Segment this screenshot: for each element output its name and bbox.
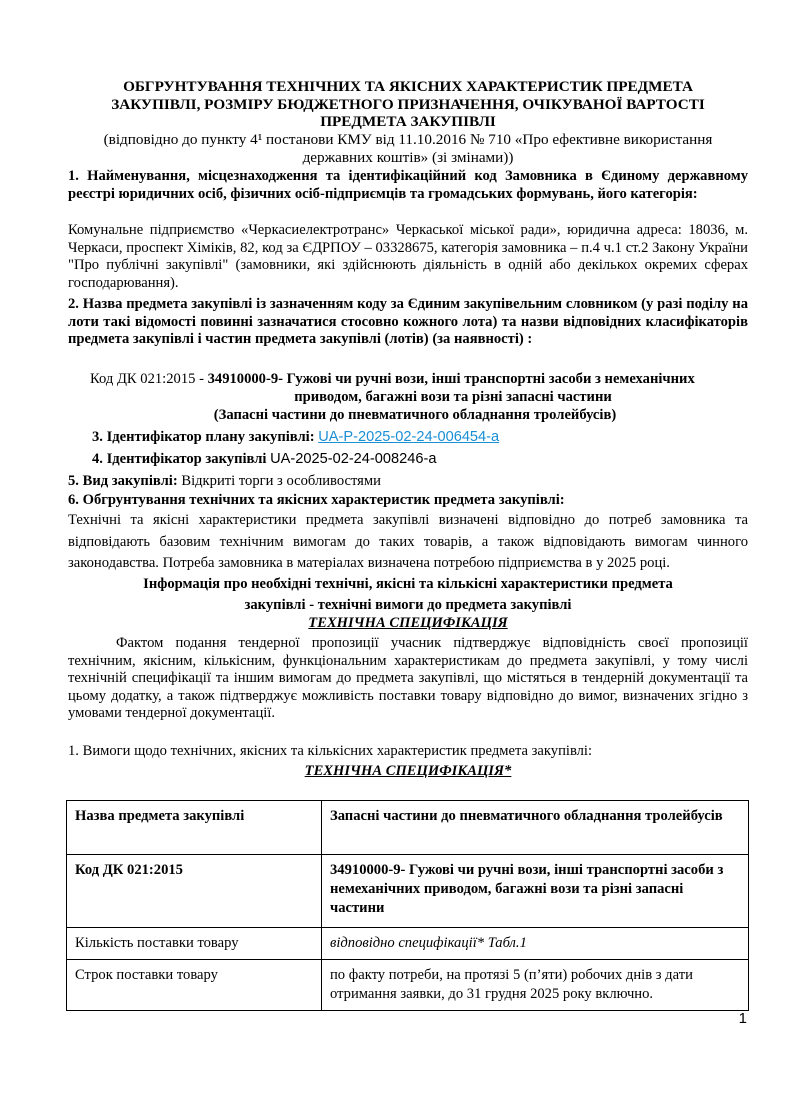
- spec-table: [66, 800, 749, 1011]
- section-4: [92, 451, 742, 468]
- procurement-type-value: Відкриті торги з особливостями: [181, 473, 381, 489]
- procurement-id-label: 4. Ідентифікатор закупівлі: [92, 451, 271, 467]
- document-title: [68, 78, 748, 131]
- row-label-delivery: Строк поставки товару: [67, 960, 322, 1011]
- table-row: [67, 928, 749, 960]
- info-line-1: Інформація про необхідні технічні, якісні та кількісні характеристики предмета: [143, 576, 673, 592]
- info-paragraph: Фактом подання тендерної пропозиції учасник підтверджує відповідність своєї пропозиції технічним, якісним, кількісним, функціональним характеристикам до предмета закупівлі, у тому числі технічній специфікації та іншим вимогам до предмета закупівлі, що містяться в тендерній документації та цьому додатку, а також підтверджує можливість поставки товару відповідно до вимог, визначених згідно з умовами тендерної документації.: [68, 635, 748, 721]
- info-line-2: закупівлі - технічні вимоги до предмета закупівлі: [244, 597, 572, 613]
- subtitle-line-2: державних коштів» (зі змінами)): [302, 148, 514, 166]
- title-line-1: ОБГРУНТУВАННЯ ТЕХНІЧНИХ ТА ЯКІСНИХ ХАРАКТЕРИСТИК ПРЕДМЕТА: [123, 78, 693, 95]
- section-6-heading: 6. Обгрунтування технічних та якісних характеристик предмета закупівлі:: [68, 492, 565, 508]
- title-line-2: ЗАКУПІВЛІ, РОЗМІРУ БЮДЖЕТНОГО ПРИЗНАЧЕННЯ, ОЧІКУВАНОЇ ВАРТОСТІ: [111, 95, 705, 113]
- section-5: [68, 473, 748, 490]
- code-line-3: (Запасні частини до пневматичного обладнання тролейбусів): [213, 407, 617, 423]
- code-line-1: 34910000-9- Гужові чи ручні вози, інші транспортні засоби з немеханічних: [207, 371, 695, 387]
- title-line-3: ПРЕДМЕТА ЗАКУПІВЛІ: [320, 113, 496, 130]
- info-heading: [68, 574, 748, 616]
- section-1-body: Комунальне підприємство «Черкасиелектротранс» Черкаської міської ради», юридична адреса: 18036, м. Черкаси, проспект Хіміків, 82, код за ЄДРПОУ – 03328675, категорія замовника – п.4 ч.1 ст.2 Закону України "Про публічні закупівлі" (замовники, які здійснюють діяльність в одній або декількох окремих сферах господарювання).: [68, 222, 748, 291]
- procurement-type-label: 5. Вид закупівлі:: [68, 473, 182, 489]
- code-prefix: Код ДК 021:2015 -: [90, 371, 208, 387]
- page-number: 1: [738, 1010, 747, 1027]
- subtitle-line-1: (відповідно до пункту 4¹ постанови КМУ від 11.10.2016 № 710 «Про ефективне використання: [103, 131, 713, 148]
- row-label-quantity: Кількість поставки товару: [67, 928, 322, 960]
- row-value-delivery: по факту потреби, на протязі 5 (п’яти) робочих днів з дати отримання заявки, до 31 грудня 2025 року включно.: [322, 960, 749, 1011]
- section-2-heading: 2. Назва предмета закупівлі із зазначенням коду за Єдиним закупівельним словником (у разі поділу на лоти такі відомості повинні зазначатися стосовно кожного лота) та назви відповідних класифікаторів предмета закупівлі і частин предмета закупівлі (лотів) (за наявності) :: [68, 296, 748, 347]
- spec-heading: ТЕХНІЧНА СПЕЦИФІКАЦІЯ: [308, 615, 508, 631]
- row-label-code: Код ДК 021:2015: [67, 855, 322, 928]
- section-2-code: [68, 370, 748, 424]
- table-row: [67, 855, 749, 928]
- row-value-name: Запасні частини до пневматичного обладнання тролейбусів: [322, 801, 749, 855]
- document-subtitle: [68, 131, 748, 166]
- spec-heading-2: ТЕХНІЧНА СПЕЦИФІКАЦІЯ*: [304, 763, 512, 779]
- procurement-id-value: UA-2025-02-24-008246-a: [270, 451, 437, 467]
- section-3: [92, 429, 742, 446]
- requirements-intro: 1. Вимоги щодо технічних, якісних та кількісних характеристик предмета закупівлі:: [68, 743, 593, 759]
- table-row: [67, 801, 749, 855]
- table-row: [67, 960, 749, 1011]
- section-6-body: Технічні та якісні характеристики предмета закупівлі визначені відповідно до потреб замовника та відповідають базовим технічним вимогам до таких товарів, а також відповідають вимогам чинного законодавства. Потреба замовника в матеріалах визначена потребою підприємства в у 2025 році.: [68, 512, 748, 571]
- plan-id-label: 3. Ідентифікатор плану закупівлі:: [92, 429, 319, 445]
- row-value-code: 34910000-9- Гужові чи ручні вози, інші транспортні засоби з немеханічних приводом, багажні вози та різні запасні частини: [322, 855, 749, 928]
- plan-id-link[interactable]: UA-P-2025-02-24-006454-a: [318, 429, 500, 445]
- row-label-name: Назва предмета закупівлі: [67, 801, 322, 855]
- section-1-heading: 1. Найменування, місцезнаходження та ідентифікаційний код Замовника в Єдиному державному реєстрі юридичних осіб, фізичних осіб-підприємців та громадських формувань, його категорія:: [68, 168, 748, 202]
- code-line-2: приводом, багажні вози та різні запасні частини: [294, 389, 612, 405]
- row-value-quantity: відповідно специфікації* Табл.1: [322, 928, 749, 960]
